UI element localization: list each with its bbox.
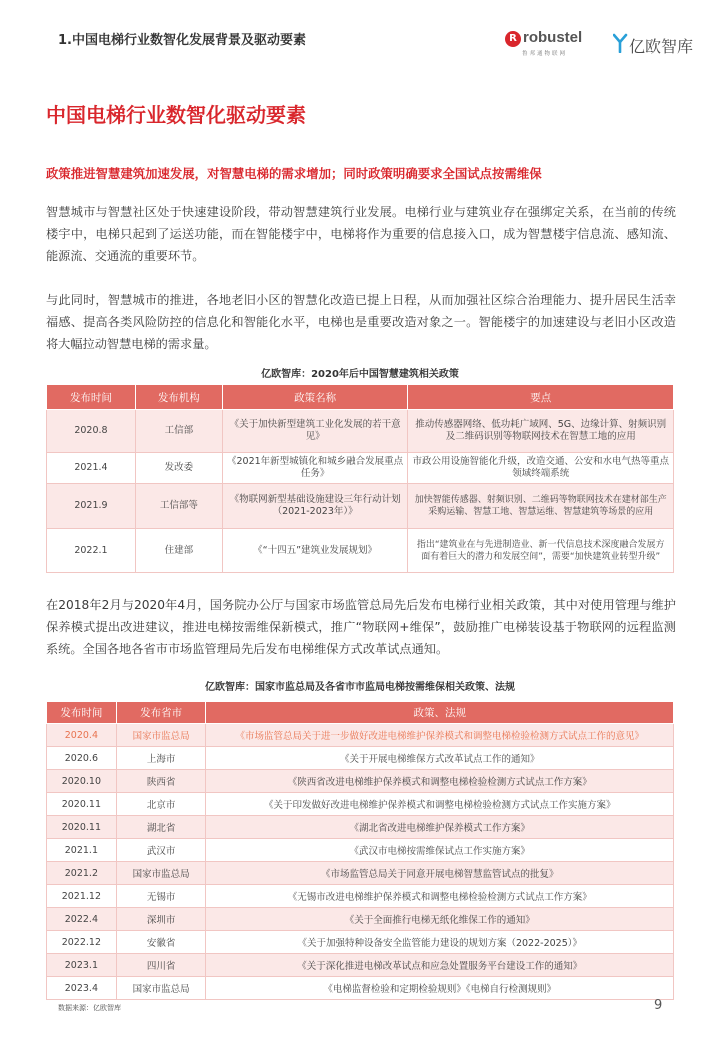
table-cell-points: 指出“建筑业在与先进制造业、新一代信息技术深度融合发展方面有着巨大的潜力和发展空间”，需要“加快建筑业转型升级”	[408, 529, 674, 573]
table-cell-date: 2021.4	[47, 453, 136, 484]
robustel-logo	[505, 28, 605, 57]
robustel-logo-subtitle: 鲁邦通物联网	[522, 51, 568, 57]
table-cell-policy: 《关于深化推进电梯改革试点和应急处置服务平台建设工作的通知》	[206, 954, 674, 977]
table-row	[47, 908, 674, 931]
table-cell-region: 湖北省	[116, 816, 206, 839]
table-cell-policy: 《市场监管总局关于同意开展电梯智慧监管试点的批复》	[206, 862, 674, 885]
column-header: 政策名称	[222, 385, 408, 410]
table-cell-date: 2020.8	[47, 410, 136, 453]
table-cell-policy: 《关于加强特种设备安全监管能力建设的规划方案（2022-2025）》	[206, 931, 674, 954]
table-row	[47, 839, 674, 862]
robustel-logo-icon: R	[505, 31, 521, 47]
column-header: 发布时间	[47, 702, 117, 724]
table-cell-policy: 《2021年新型城镇化和城乡融合发展重点任务》	[222, 453, 408, 484]
table-cell-region: 国家市监总局	[116, 724, 206, 747]
table-row	[47, 885, 674, 908]
column-header: 要点	[408, 385, 674, 410]
section-title: 1.中国电梯行业数智化发展背景及驱动要素	[58, 33, 306, 48]
table-cell-policy: 《物联网新型基础设施建设三年行动计划（2021-2023年）》	[222, 484, 408, 529]
table-cell-policy: 《电梯监督检验和定期检验规则》《电梯自行检测规则》	[206, 977, 674, 1000]
table-cell-region: 上海市	[116, 747, 206, 770]
table-cell-points: 加快智能传感器、射频识别、二维码等物联网技术在建材部生产采购运输、智慧工地、智慧运维、智慧建筑等场景的应用	[408, 484, 674, 529]
table-row	[47, 862, 674, 885]
table-cell-agency: 住建部	[135, 529, 222, 573]
table-cell-region: 国家市监总局	[116, 977, 206, 1000]
yiou-logo-icon	[613, 33, 629, 53]
smart-building-policy-table	[46, 384, 674, 573]
table-cell-date: 2020.11	[47, 793, 117, 816]
table-cell-date: 2021.12	[47, 885, 117, 908]
table-cell-region: 无锡市	[116, 885, 206, 908]
table-row	[47, 453, 674, 484]
table-row	[47, 747, 674, 770]
table-row	[47, 770, 674, 793]
table-cell-policy: 《无锡市改进电梯维护保养模式和调整电梯检验检测方式试点工作方案》	[206, 885, 674, 908]
table-row-highlighted	[47, 724, 674, 747]
table-row	[47, 954, 674, 977]
table-row	[47, 793, 674, 816]
robustel-logo-text: robustel	[523, 29, 583, 46]
table-header-row	[47, 702, 674, 724]
table-cell-date: 2021.9	[47, 484, 136, 529]
table-cell-date: 2020.4	[47, 724, 117, 747]
page-number: 9	[654, 998, 663, 1013]
table-cell-policy: 《市场监管总局关于进一步做好改进电梯维护保养模式和调整电梯检验检测方式试点工作的意见》	[206, 724, 674, 747]
table-cell-region: 北京市	[116, 793, 206, 816]
table-cell-region: 国家市监总局	[116, 862, 206, 885]
table-cell-date: 2021.2	[47, 862, 117, 885]
page-header	[0, 0, 720, 62]
table-row	[47, 484, 674, 529]
body-paragraph: 智慧城市与智慧社区处于快速建设阶段，带动智慧建筑行业发展。电梯行业与建筑业存在强绑定关系，在当前的传统楼宇中，电梯只起到了运送功能，而在智能楼宇中，电梯将作为重要的信息接入口，成为智慧楼宇信息流、感知流、能源流、交通流的重要环节。	[46, 205, 676, 263]
table-cell-region: 武汉市	[116, 839, 206, 862]
table-cell-date: 2022.4	[47, 908, 117, 931]
table-header-row	[47, 385, 674, 410]
table-cell-date: 2021.1	[47, 839, 117, 862]
table-row	[47, 977, 674, 1000]
table-cell-date: 2020.10	[47, 770, 117, 793]
column-header: 政策、法规	[206, 702, 674, 724]
table-cell-agency: 工信部等	[135, 484, 222, 529]
elevator-maintenance-policy-table	[46, 701, 674, 1000]
table-cell-region: 四川省	[116, 954, 206, 977]
table-cell-policy: 《关于印发做好改进电梯维护保养模式和调整电梯检验检测方式试点工作实施方案》	[206, 793, 674, 816]
table-cell-policy: 《关于全面推行电梯无纸化维保工作的通知》	[206, 908, 674, 931]
table-cell-region: 深圳市	[116, 908, 206, 931]
table-cell-policy: 《关于加快新型建筑工业化发展的若干意见》	[222, 410, 408, 453]
table-cell-date: 2022.12	[47, 931, 117, 954]
table-cell-policy: 《武汉市电梯按需维保试点工作实施方案》	[206, 839, 674, 862]
body-paragraph: 在2018年2月与2020年4月，国务院办公厅与国家市场监管总局先后发布电梯行业相关政策，其中对使用管理与维护保养模式提出改进建议，推进电梯按需维保新模式，推广“物联网+维保”，鼓励推广电梯装设基于物联网的远程监测系统。全国各地各省市市场监管理局先后发布电梯维保方式改革试点通知。	[46, 598, 676, 656]
table-cell-policy: 《陕西省改进电梯维护保养模式和调整电梯检验检测方式试点工作方案》	[206, 770, 674, 793]
page-title: 中国电梯行业数智化驱动要素	[46, 103, 306, 127]
table-cell-date: 2023.1	[47, 954, 117, 977]
table-caption: 亿欧智库：国家市监总局及各省市市监局电梯按需维保相关政策、法规	[205, 682, 515, 693]
table-cell-region: 安徽省	[116, 931, 206, 954]
table-caption: 亿欧智库：2020年后中国智慧建筑相关政策	[261, 369, 459, 380]
table-cell-date: 2020.6	[47, 747, 117, 770]
table-cell-agency: 发改委	[135, 453, 222, 484]
table-cell-policy: 《“十四五”建筑业发展规划》	[222, 529, 408, 573]
table-row	[47, 529, 674, 573]
table-cell-date: 2023.4	[47, 977, 117, 1000]
table-cell-region: 陕西省	[116, 770, 206, 793]
table-row	[47, 931, 674, 954]
data-source-note: 数据来源：亿欧智库	[58, 1004, 121, 1012]
column-header: 发布机构	[135, 385, 222, 410]
column-header: 发布省市	[116, 702, 206, 724]
table-cell-date: 2020.11	[47, 816, 117, 839]
yiou-logo-text: 亿欧智库	[629, 37, 694, 56]
body-paragraph: 与此同时，智慧城市的推进，各地老旧小区的智慧化改造已提上日程，从而加强社区综合治理能力、提升居民生活幸福感、提高各类风险防控的信息化和智能化水平，电梯也是重要改造对象之一。智能楼宇的加速建设与老旧小区改造将大幅拉动智慧电梯的需求量。	[46, 293, 676, 351]
table-cell-policy: 《关于开展电梯维保方式改革试点工作的通知》	[206, 747, 674, 770]
table-cell-agency: 工信部	[135, 410, 222, 453]
column-header: 发布时间	[47, 385, 136, 410]
table-cell-points: 推动传感器网络、低功耗广域网、5G、边缘计算、射频识别及二维码识别等物联网技术在智慧工地的应用	[408, 410, 674, 453]
table-cell-date: 2022.1	[47, 529, 136, 573]
table-row	[47, 816, 674, 839]
table-cell-policy: 《湖北省改进电梯维护保养模式工作方案》	[206, 816, 674, 839]
table-cell-points: 市政公用设施智能化升级，改造交通、公安和水电气热等重点领域终端系统	[408, 453, 674, 484]
table-row	[47, 410, 674, 453]
section-subheading: 政策推进智慧建筑加速发展，对智慧电梯的需求增加；同时政策明确要求全国试点按需维保	[46, 166, 542, 181]
